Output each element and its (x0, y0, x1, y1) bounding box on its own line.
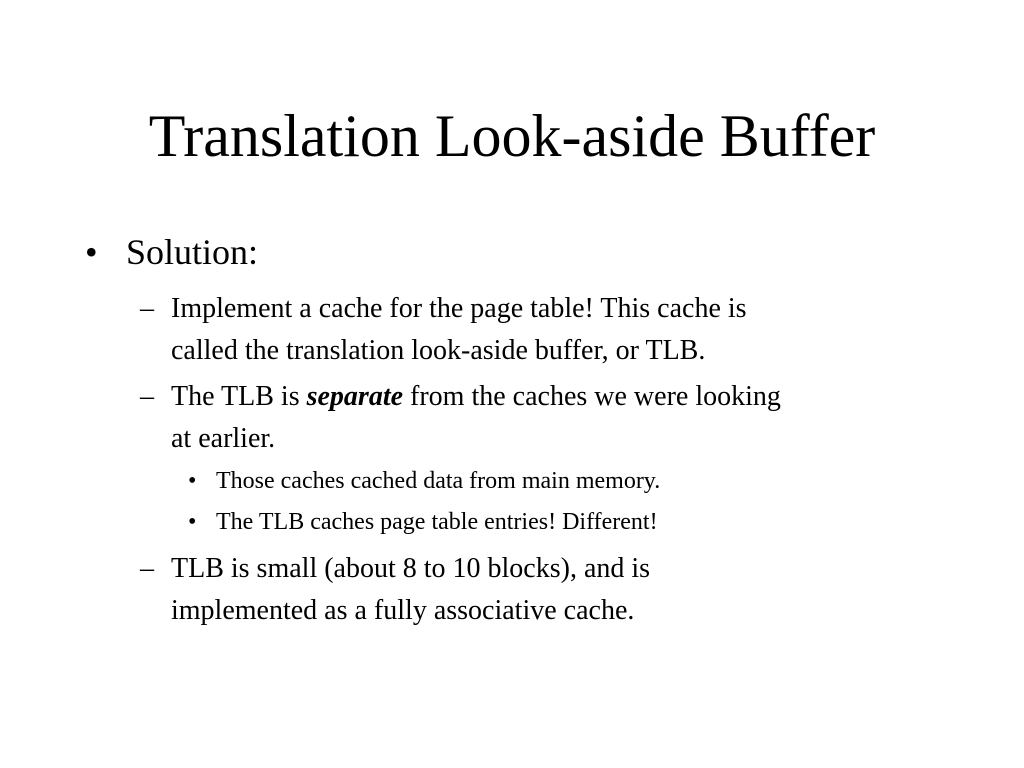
slide-title: Translation Look-aside Buffer (148, 103, 876, 169)
bullet-marker: • (188, 509, 197, 535)
bullet-marker: • (85, 232, 98, 272)
dash-marker: – (140, 381, 154, 412)
dash-marker: – (140, 553, 154, 584)
subbullet-line: at earlier. (171, 423, 276, 454)
subbullet-line: Implement a cache for the page table! This cache is (171, 293, 747, 324)
bullet-marker: • (188, 468, 197, 494)
subbullet-line (171, 376, 931, 418)
subbullet-line: implemented as a fully associative cache. (171, 595, 635, 626)
bullet-solution-text: Solution: (126, 232, 259, 272)
text-fragment: The TLB is (171, 381, 307, 412)
subbullet-text (171, 548, 931, 632)
subsubbullet-text: Those caches cached data from main memory. (216, 468, 661, 494)
subbullet-line: TLB is small (about 8 to 10 blocks), and is (171, 553, 651, 584)
subbullet-line: called the translation look-aside buffer, or TLB. (171, 335, 706, 366)
subbullet-text (171, 376, 931, 460)
subbullet-text (171, 288, 931, 372)
text-fragment: from the caches we were looking (403, 381, 781, 412)
subsubbullet-text: The TLB caches page table entries! Different! (216, 509, 658, 535)
dash-marker: – (140, 293, 154, 324)
emphasized-word: separate (306, 381, 404, 412)
